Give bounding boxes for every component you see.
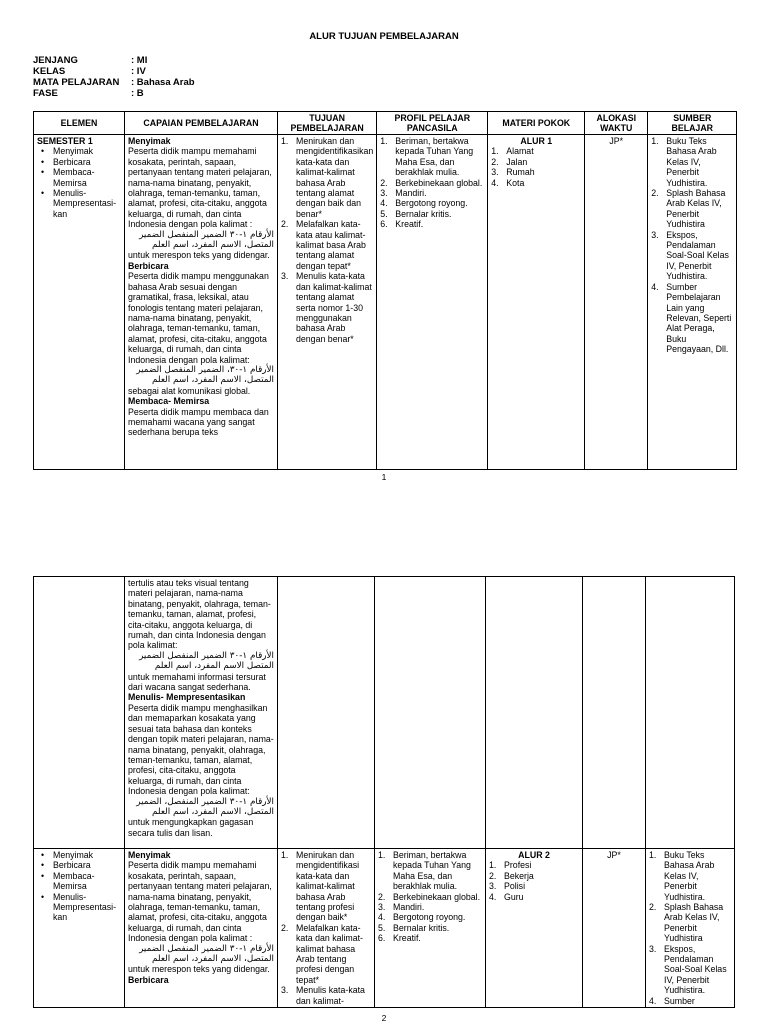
list-item: 2. Melafalkan kata-kata atau kalimat-kalimat basa Arab tentang alamat dengan tepat* — [281, 219, 366, 271]
materi-cell — [486, 849, 583, 1008]
document-title: ALUR TUJUAN PEMBELAJARAN — [309, 31, 459, 42]
list-item: 1. Profesi — [489, 860, 532, 871]
materi-cell — [486, 577, 583, 849]
arabic-text: الأرقام ١-٣٠ الضمير المنفصل الضمير المتصل، الاسم المفرد، اسم العلم — [139, 943, 274, 965]
sumber-cell — [646, 849, 735, 1008]
semester-label: SEMESTER 1 — [37, 136, 93, 146]
list-item: 3. Polisi — [489, 881, 526, 892]
list-item-text: Profesi — [504, 860, 532, 871]
list-item-text: Bekerja — [504, 870, 534, 881]
list-item: 1. Buku Teks Bahasa Arab Kelas IV, Penerbit Yudhistira. — [651, 136, 717, 188]
list-item: 1. Menirukan dan mengidentifikasikan kata-kata dan kalimat-kalimat bahasa Arab tentang alamat dengan baik dan benar* — [281, 136, 374, 219]
meta-value: : B — [131, 88, 144, 99]
profil-list — [378, 850, 482, 944]
section-text: Peserta didik mampu menghasilkan dan memaparkan kosakata yang sesuai tata bahasa dan konteks dengan topik materi pelajaran, nama-nama binatang, penyakit, olahraga, teman-temanku, taman, alamat, profesi, cita-citaku, anggota keluarga, di rumah, dan cinta Indonesia dengan pola kalimat: — [128, 702, 274, 797]
list-item-text: Splash Bahasa Arab Kelas IV, Penerbit Yudhistira — [664, 902, 724, 944]
header-elemen: ELEMEN — [34, 112, 125, 135]
list-item-text: Sumber — [664, 995, 695, 1006]
list-item-text: Ekspos, Pendalaman Soal-Soal Kelas IV, Penerbit Yudhistira. — [664, 943, 727, 996]
list-item: • Membaca-Memirsa — [53, 167, 121, 188]
materi-list — [489, 860, 579, 902]
list-item: 4. Guru — [489, 891, 524, 902]
list-item: 3. Menulis kata-kata dan kalimat-kalimat tentang alamat serta nomor 1-30 menggunakan bahasa Arab dengan benar* — [281, 271, 372, 344]
section-title: Menyimak — [128, 136, 171, 146]
list-item: 3. Mandiri. — [378, 902, 425, 913]
list-item: 4. Sumber — [649, 995, 695, 1006]
alokasi-cell — [583, 849, 646, 1008]
atp-table-page-2 — [33, 576, 735, 1008]
list-item: 5. Bernalar kritis. — [378, 922, 450, 933]
list-item-text: Bergotong royong. — [395, 198, 468, 209]
alokasi-value: JP* — [609, 136, 624, 146]
meta-key: FASE — [33, 88, 58, 99]
section-title: Membaca- Memirsa — [128, 396, 210, 407]
section-text: sebagai alat komunikasi global. — [128, 385, 251, 396]
list-item: 2. Berkebinekaan global. — [380, 177, 483, 188]
list-item: 3. Ekspos, Pendalaman Soal-Soal Kelas IV, Penerbit Yudhistira. — [649, 943, 727, 996]
list-item: 6. Kreatif. — [378, 933, 421, 944]
arabic-text: الأرقام ١-٣٠ الضمير المنفصل، الضمير المتصل، الاسم المفرد، اسم العلم — [136, 796, 274, 817]
table-row — [34, 577, 735, 849]
materi-cell — [488, 135, 585, 470]
sumber-cell — [648, 135, 737, 470]
list-item: • Berbicara — [53, 860, 121, 870]
document-meta — [33, 55, 195, 99]
profil-cell — [375, 577, 486, 849]
list-item-text: Mandiri. — [395, 188, 427, 199]
list-item-text: Buku Teks Bahasa Arab Kelas IV, Penerbit Yudhistira. — [666, 136, 717, 188]
elemen-list — [37, 146, 121, 219]
tujuan-cell — [278, 135, 377, 470]
list-item-text: Sumber Pembelajaran Lain yang Relevan, Seperti Alat Peraga, Buku Pengayaan, Dll. — [666, 281, 732, 355]
list-item-text: Bergotong royong. — [393, 912, 466, 923]
section-title: Berbicara — [128, 974, 169, 985]
profil-cell — [377, 135, 488, 470]
list-item: 1. Beriman, bertakwa kepada Tuhan Yang Maha Esa, dan berakhlak mulia. — [378, 850, 471, 892]
list-item-text: Beriman, bertakwa kepada Tuhan Yang Maha Esa, dan berakhlak mulia. — [395, 136, 474, 178]
list-item: 4. Bergotong royong. — [378, 912, 466, 923]
list-item: 1. Buku Teks Bahasa Arab Kelas IV, Penerbit Yudhistira. — [649, 850, 715, 902]
capaian-cell — [125, 849, 278, 1008]
alur-title: ALUR 1 — [520, 136, 553, 146]
list-item-text: Menulis kata-kata dan kalimat-kalimat tentang alamat serta nomor 1-30 menggunakan bahasa Arab dengan benar* — [296, 271, 372, 344]
alokasi-value: JP* — [607, 850, 621, 860]
list-item: 6. Kreatif. — [380, 219, 424, 230]
capaian-cell — [125, 577, 278, 849]
page-number: 2 — [381, 1013, 387, 1023]
list-item-text: Bernalar kritis. — [393, 922, 450, 933]
alur-title: ALUR 2 — [518, 850, 550, 860]
list-item: 2. Bekerja — [489, 870, 534, 881]
list-item: 3. Menulis kata-kata dan kalimat- — [281, 985, 365, 1006]
elemen-cell — [34, 577, 125, 849]
table-row — [34, 849, 735, 1008]
materi-list — [491, 146, 581, 188]
sumber-list — [649, 850, 731, 1006]
list-item-text: Beriman, bertakwa kepada Tuhan Yang Maha Esa, dan berakhlak mulia. — [393, 850, 471, 892]
header-sumber: SUMBER BELAJAR — [648, 112, 737, 135]
list-item-text: Kreatif. — [393, 933, 421, 944]
list-item: 1. Alamat — [491, 146, 534, 157]
list-item: • Berbicara — [53, 157, 121, 167]
alokasi-cell — [585, 135, 648, 470]
list-item: 2. Jalan — [491, 156, 528, 167]
elemen-cell — [34, 849, 125, 1008]
meta-row-mapel — [33, 77, 195, 88]
meta-key: KELAS — [33, 66, 66, 77]
list-item: 2. Melafalkan kata-kata dan kalimat-kalimat bahasa Arab tentang profesi dengan tepat* — [281, 922, 363, 985]
meta-row-kelas — [33, 66, 195, 77]
header-profil: PROFIL PELAJAR PANCASILA — [377, 112, 488, 135]
elemen-list — [37, 850, 121, 923]
list-item: • Menyimak — [53, 146, 121, 156]
list-item-text: Menirukan dan mengidentifikasikan kata-kata dan kalimat-kalimat bahasa Arab tentang alamat dengan baik dan benar* — [296, 136, 374, 219]
tujuan-list — [281, 850, 371, 1006]
list-item: • Menulis-Mempresentasi-kan — [53, 892, 121, 923]
tujuan-cell — [278, 577, 375, 849]
list-item: 1. Menirukan dan mengidentifikasi kata-kata dan kalimat-kalimat bahasa Arab tentang profesi dengan baik* — [281, 850, 360, 923]
section-text: untuk merespon teks yang didengar. — [128, 964, 270, 975]
sumber-list — [651, 136, 733, 355]
table-row — [34, 135, 737, 470]
meta-row-jenjang — [33, 55, 195, 66]
list-item-text: Ekspos, Pendalaman Soal-Soal Kelas IV, Penerbit Yudhistira. — [666, 229, 729, 282]
list-item-text: Berkebinekaan global. — [393, 891, 481, 902]
list-item-text: Jalan — [506, 156, 528, 167]
meta-value: : IV — [131, 66, 146, 77]
arabic-text: الأرقام ١-٣٠ الضمير المنفصل الضمير المتصل الاسم المفرد، اسم العلم — [139, 650, 274, 672]
meta-key: JENJANG — [33, 55, 78, 66]
header-tujuan: TUJUAN PEMBELAJARAN — [278, 112, 377, 135]
header-capaian: CAPAIAN PEMBELAJARAN — [125, 112, 278, 135]
meta-value: : Bahasa Arab — [131, 77, 195, 88]
list-item-text: Guru — [504, 891, 524, 902]
list-item: 2. Splash Bahasa Arab Kelas IV, Penerbit Yudhistira — [651, 188, 726, 230]
profil-list — [380, 136, 484, 230]
arabic-text: الأرقام ١-٣٠ الضمير المنفصل الضمير المتصل، الاسم المفرد، اسم العلم — [139, 229, 274, 251]
sumber-cell — [646, 577, 735, 849]
list-item-text: Kota — [506, 177, 525, 188]
list-item-text: Melafalkan kata-kata atau kalimat-kalimat basa Arab tentang alamat dengan tepat* — [296, 219, 366, 271]
list-item: 3. Mandiri. — [380, 188, 427, 199]
list-item: • Menulis-Mempresentasi-kan — [53, 188, 121, 219]
list-item: • Membaca-Memirsa — [53, 871, 121, 892]
list-item: • Menyimak — [53, 850, 121, 860]
list-item-text: Rumah — [506, 167, 535, 178]
list-item-text: Melafalkan kata-kata dan kalimat-kalimat bahasa Arab tentang profesi dengan tepat* — [296, 922, 363, 985]
section-title: Menulis- Mempresentasikan — [128, 692, 246, 703]
page-number: 1 — [381, 472, 387, 482]
list-item-text: Mandiri. — [393, 902, 425, 913]
tujuan-cell — [278, 849, 375, 1008]
list-item-text: Berkebinekaan global. — [395, 177, 483, 188]
section-text: untuk mengungkapkan gagasan secara tulis dan lisan. — [128, 817, 254, 838]
section-text: Peserta didik mampu memahami kosakata, perintah, sapaan, pertanyaan tentang materi pelajaran, nama-nama binatang, penyakit, olahraga, teman-temanku, taman, alamat, profesi, cita-citaku, anggota keluarga, di rumah, dan cinta Indonesia dengan pola kalimat : — [128, 146, 272, 230]
section-text: Peserta didik mampu memahami kosakata, perintah, sapaan, pertanyaan tentang materi pelajaran, nama-nama binatang, penyakit, olahraga, teman-temanku, taman, alamat, profesi, cita-citaku, anggota keluarga, di rumah, dan cinta Indonesia dengan pola kalimat : — [128, 860, 272, 944]
section-title: Berbicara — [128, 260, 169, 271]
section-title: Menyimak — [128, 850, 171, 860]
list-item: 5. Bernalar kritis. — [380, 208, 452, 219]
meta-key: MATA PELAJARAN — [33, 77, 120, 88]
meta-row-fase — [33, 88, 195, 99]
list-item-text: Alamat — [506, 146, 534, 157]
header-alokasi: ALOKASI WAKTU — [585, 112, 648, 135]
list-item: 2. Splash Bahasa Arab Kelas IV, Penerbit Yudhistira — [649, 902, 724, 944]
profil-cell — [375, 849, 486, 1008]
list-item-text: Menirukan dan mengidentifikasi kata-kata dan kalimat-kalimat bahasa Arab tentang profesi dengan baik* — [296, 850, 360, 923]
header-materi: MATERI POKOK — [488, 112, 585, 135]
list-item-text: Polisi — [504, 881, 526, 892]
section-text: untuk merespon teks yang didengar. — [128, 250, 270, 261]
list-item-text: Splash Bahasa Arab Kelas IV, Penerbit Yudhistira — [666, 188, 726, 230]
list-item: 4. Bergotong royong. — [380, 198, 468, 209]
arabic-text: الأرقام ١-٣٠، الضمير المنفصل الضمير المتصل، الاسم المفرد، اسم العلم — [136, 364, 274, 386]
meta-value: : MI — [131, 55, 148, 66]
list-item: 4. Sumber Pembelajaran Lain yang Relevan, Seperti Alat Peraga, Buku Pengayaan, Dll. — [651, 281, 732, 355]
list-item-text: Menulis kata-kata dan kalimat- — [296, 985, 365, 1006]
section-text: Peserta didik mampu membaca dan memahami wacana yang sangat sederhana berupa teks — [128, 406, 269, 438]
list-item: 1. Beriman, bertakwa kepada Tuhan Yang Maha Esa, dan berakhlak mulia. — [380, 136, 474, 178]
tujuan-list — [281, 136, 373, 344]
elemen-cell — [34, 135, 125, 470]
list-item: 4. Kota — [491, 177, 525, 188]
table-header-row — [34, 112, 737, 135]
list-item: 3. Rumah — [491, 167, 535, 178]
section-text: Peserta didik mampu menggunakan bahasa Arab sesuai dengan gramatikal, frasa, leksikal, atau fonologis tentang materi pelajaran, nama-nama binatang, penyakit, olahraga, teman-temanku, taman, alamat, profesi, cita-citaku, anggota keluarga, di rumah, dan cinta Indonesia dengan pola kalimat: — [128, 271, 269, 365]
section-text: untuk memahami informasi tersurat dari wacana sangat sederhana. — [128, 671, 266, 693]
list-item-text: Buku Teks Bahasa Arab Kelas IV, Penerbit Yudhistira. — [664, 850, 715, 902]
atp-table-page-1 — [33, 111, 737, 470]
capaian-cell — [125, 135, 278, 470]
list-item-text: Bernalar kritis. — [395, 208, 452, 219]
list-item-text: Kreatif. — [395, 219, 424, 230]
alokasi-cell — [583, 577, 646, 849]
section-text: tertulis atau teks visual tentang materi pelajaran, nama-nama binatang, penyakit, olahraga, teman-temanku, taman, alamat, profesi, cita-citaku, anggota keluarga, di rumah, dan cinta Indonesia dengan pola kalimat: — [128, 578, 271, 651]
list-item: 2. Berkebinekaan global. — [378, 891, 481, 902]
list-item: 3. Ekspos, Pendalaman Soal-Soal Kelas IV, Penerbit Yudhistira. — [651, 229, 729, 282]
